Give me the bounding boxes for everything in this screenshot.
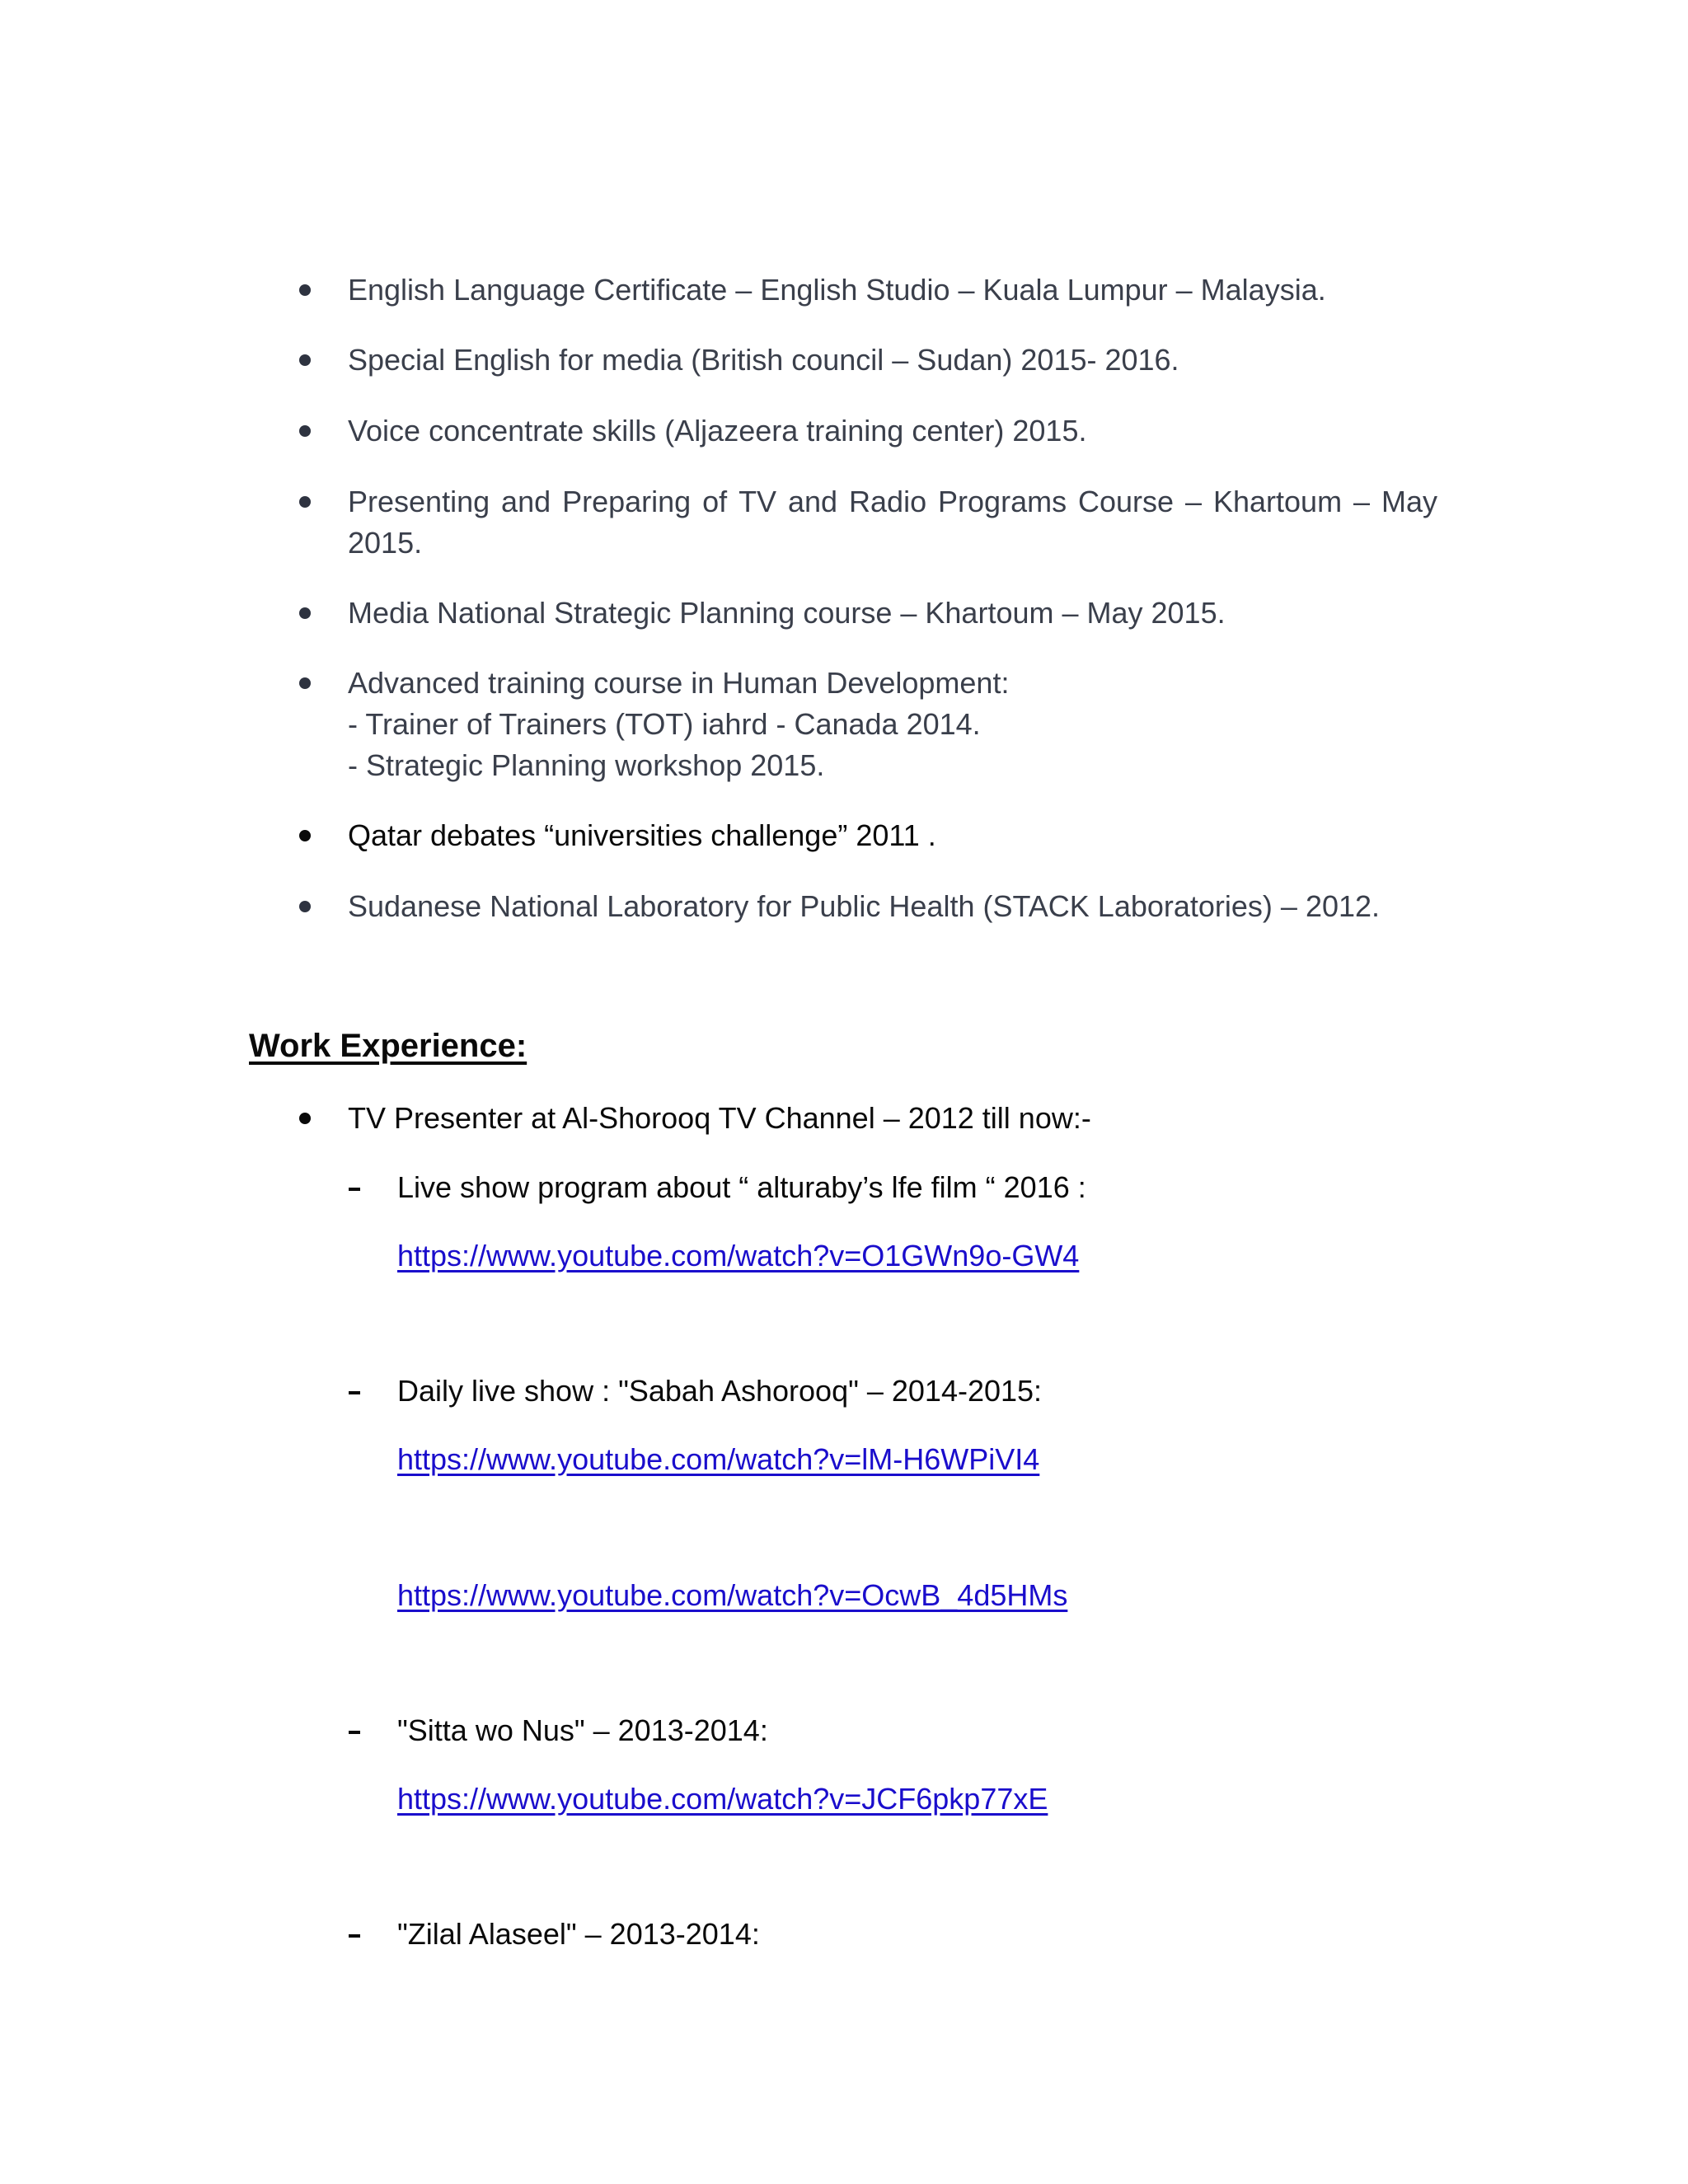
show-link-1[interactable]: https://www.youtube.com/watch?v=O1GWn9o-GW4 [397, 1239, 1080, 1272]
word: May [1381, 485, 1437, 518]
word: – [1353, 485, 1371, 518]
certificate-item-1: English Language Certificate – English Studio – Kuala Lumpur – Malaysia. [348, 273, 1326, 307]
certificate-item-7: Qatar debates “universities challenge” 2011 . [348, 818, 936, 852]
show-link-3[interactable]: https://www.youtube.com/watch?v=JCF6pkp77xE [397, 1782, 1048, 1816]
word: Khartoum [1212, 485, 1343, 518]
bullet-icon [299, 284, 311, 296]
dash-icon [349, 1188, 360, 1191]
certificate-item-6-line2: - Trainer of Trainers (TOT) iahrd - Canada 2014. [348, 707, 981, 741]
word: Preparing [562, 485, 692, 518]
bullet-icon [299, 354, 311, 366]
certificate-item-6-line3: - Strategic Planning workshop 2015. [348, 748, 825, 782]
bullet-icon [299, 1113, 311, 1124]
certificate-item-8: Sudanese National Laboratory for Public Health (STACK Laboratories) – 2012. [348, 889, 1381, 923]
word: and [501, 485, 551, 518]
certificate-item-4-line1 [348, 481, 1437, 523]
bullet-icon [299, 607, 311, 619]
word: Radio [849, 485, 927, 518]
show-title-2: Daily live show : "Sabah Ashorooq" – 2014-2015: [397, 1374, 1043, 1408]
word: Programs [938, 485, 1067, 518]
certificate-item-5: Media National Strategic Planning course – Khartoum – May 2015. [348, 596, 1226, 630]
word: – [1185, 485, 1203, 518]
word: Presenting [348, 485, 490, 518]
dash-icon [349, 1391, 360, 1394]
word: and [788, 485, 838, 518]
bullet-icon [299, 677, 311, 689]
certificate-item-4-line2: 2015. [348, 526, 423, 560]
bullet-icon [299, 901, 311, 912]
show-link-2b[interactable]: https://www.youtube.com/watch?v=OcwB_4d5HMs [397, 1578, 1068, 1612]
certificate-item-3: Voice concentrate skills (Aljazeera training center) 2015. [348, 414, 1087, 448]
certificate-item-2: Special English for media (British council – Sudan) 2015- 2016. [348, 343, 1179, 377]
show-title-1: Live show program about “ alturaby’s lfe film “ 2016 : [397, 1170, 1086, 1204]
bullet-icon [299, 496, 311, 508]
bullet-icon [299, 830, 311, 841]
show-link-2a[interactable]: https://www.youtube.com/watch?v=lM-H6WPiVI4 [397, 1442, 1040, 1476]
dash-icon [349, 1934, 360, 1938]
dash-icon [349, 1731, 360, 1734]
certificate-item-6-line1: Advanced training course in Human Development: [348, 666, 1010, 700]
work-position: TV Presenter at Al-Shorooq TV Channel – 2012 till now:- [348, 1101, 1091, 1135]
word: Course [1078, 485, 1175, 518]
section-heading-work-experience: Work Experience: [249, 1028, 528, 1064]
show-title-3: "Sitta wo Nus" – 2013-2014: [397, 1713, 768, 1747]
word: of [702, 485, 728, 518]
show-title-4: "Zilal Alaseel" – 2013-2014: [397, 1917, 760, 1951]
word: TV [738, 485, 777, 518]
bullet-icon [299, 425, 311, 437]
